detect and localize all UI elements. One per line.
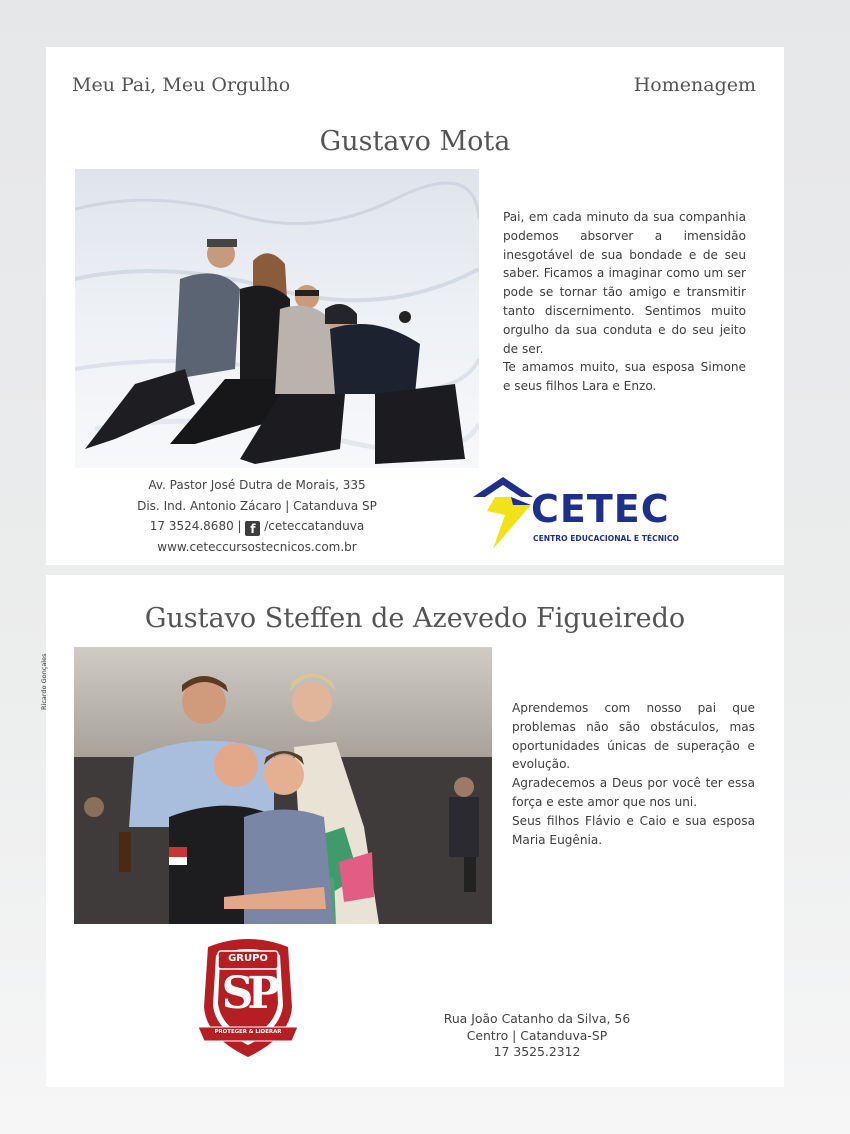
tribute-name: Gustavo Mota [319,126,511,157]
address-line: Dis. Ind. Antonio Zácaro | Catanduva SP [137,498,377,513]
cetec-logo [473,475,703,555]
separator: | [237,519,246,533]
section-header-left: Meu Pai, Meu Orgulho [72,74,291,96]
tribute-message [512,699,755,849]
logo-ribbon: PROTEGER & LIDERAR [214,1029,282,1035]
family-snow-photo [75,169,479,468]
grupo-sp-logo [194,937,302,1059]
phone: 17 3524.8680 [149,519,234,533]
family-party-photo [74,647,492,924]
photo-credit: Ricardo Gonçales [40,653,48,710]
message-paragraph: Agradecemos a Deus por você ter essa força e este amor que nos uni. [512,776,755,809]
message-paragraph: Seus filhos Flávio e Caio e sua esposa Maria Eugênia. [512,813,755,847]
logo-top-text: GRUPO [228,953,268,964]
message-paragraph: Te amamos muito, sua esposa Simone e seus filhos Lara e Enzo. [503,360,746,394]
sponsor-contact [422,1011,652,1061]
message-paragraph: Pai, em cada minuto da sua companhia podemos absorver a imensidão inesgotável de sua bondade e de seu saber. Ficamos a imaginar como um ser pode se tornar tão amigo e transmitir tanto discernimento. Sentimos muito orgulho da sua conduta e do seu jeito de ser. [503,210,746,356]
tribute-message [503,208,746,396]
facebook-icon: f [245,521,260,536]
phone-social-line [132,516,382,537]
section-header-right: Homenagem [633,74,756,96]
address-line: Rua João Catanho da Silva, 56 [443,1011,631,1026]
tribute-name: Gustavo Steffen de Azevedo Figueiredo [144,603,686,634]
cetec-tagline: CENTRO EDUCACIONAL E TÉCNICO [533,534,679,543]
tribute-card-gustavo-figueiredo [40,575,784,1087]
address-line: Centro | Catanduva-SP [466,1027,608,1043]
cetec-emblem-icon [473,475,537,551]
message-paragraph: Aprendemos com nosso pai que problemas não são obstáculos, mas oportunidades únicas de superação e evolução. [512,701,755,772]
website-link[interactable]: www.ceteccursostecnicos.com.br [157,539,357,554]
tribute-card-gustavo-mota [46,47,784,565]
phone: 17 3525.2312 [493,1044,581,1059]
address-line: Av. Pastor José Dutra de Morais, 335 [148,478,366,492]
sponsor-contact [132,475,382,557]
cetec-wordmark: CETEC [531,487,670,531]
social-handle[interactable]: /ceteccatanduva [264,519,365,533]
logo-letters: SP [221,968,275,1019]
